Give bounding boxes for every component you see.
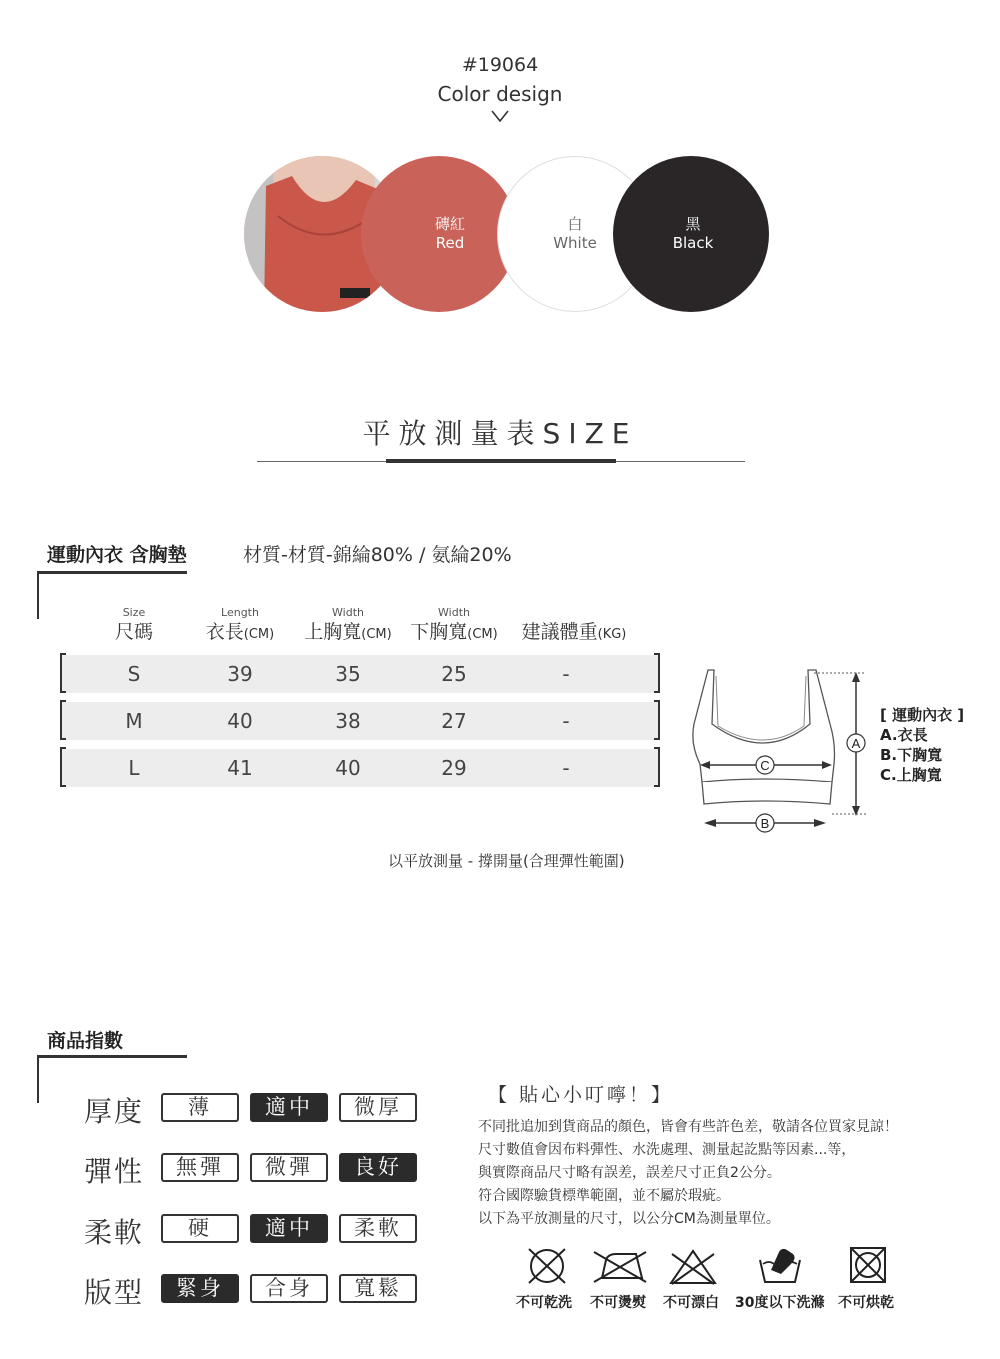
col-header-en: Length (221, 606, 259, 619)
bra-measurement-diagram (682, 664, 878, 840)
option-hard: 硬 (161, 1214, 239, 1243)
col-header-upper-chest (296, 606, 400, 647)
option-tight-selected: 緊身 (161, 1274, 239, 1303)
color-name-zh: 黑 (685, 215, 701, 233)
legend-item: B.下胸寬 (880, 746, 943, 764)
col-header-unit: (CM) (361, 627, 392, 642)
product-code: #19064 (461, 54, 539, 76)
wash-30-icon (757, 1244, 803, 1286)
col-header-en (514, 606, 634, 620)
no-dry-clean-icon (526, 1246, 568, 1286)
color-name-zh: 白 (567, 215, 583, 233)
cell-weight: - (562, 756, 570, 780)
tip-line: 尺寸數值會因布料彈性、水洗處理、測量起訖點等因素...等， (478, 1142, 856, 1158)
marker-a: A (851, 736, 861, 751)
size-section-title: 平放測量表SIZE (362, 417, 638, 450)
corner-bracket (37, 1055, 39, 1103)
col-header-zh: 下胸寬 (410, 621, 468, 643)
option-thin: 薄 (161, 1093, 239, 1122)
option-soft: 柔軟 (339, 1214, 417, 1243)
cell-length: 41 (227, 756, 253, 780)
legend-title: [ 運動內衣 ] (880, 706, 965, 724)
attr-label-fit: 版型 (84, 1276, 145, 1309)
color-name-en: White (553, 234, 597, 252)
cell-upper-chest: 38 (335, 709, 361, 733)
measurement-note: 以平放測量 - 撐開量(合理彈性範圍) (388, 852, 625, 870)
col-header-length (190, 606, 290, 647)
chevron-down-icon (491, 110, 509, 122)
attr-label-softness: 柔軟 (84, 1216, 145, 1249)
marker-c: C (760, 758, 770, 773)
col-header-unit: (KG) (597, 627, 627, 642)
option-good-stretch-selected: 良好 (339, 1153, 417, 1182)
col-header-lower-chest (402, 606, 506, 647)
cell-lower-chest: 29 (441, 756, 467, 780)
col-header-en: Size (122, 606, 146, 619)
cell-upper-chest: 40 (335, 756, 361, 780)
corner-bracket (37, 571, 187, 574)
col-header-unit: (CM) (243, 627, 275, 642)
col-header-unit: (CM) (467, 627, 498, 642)
corner-bracket (37, 571, 39, 619)
color-name-en: Red (435, 234, 465, 252)
attr-label-elasticity: 彈性 (84, 1155, 145, 1188)
option-no-stretch: 無彈 (161, 1153, 239, 1182)
color-name-zh: 磚紅 (434, 215, 465, 233)
care-label: 不可烘乾 (838, 1295, 894, 1311)
care-label: 不可燙熨 (590, 1295, 646, 1311)
tip-line: 符合國際驗貨標準範圍，並不屬於瑕疵。 (478, 1188, 730, 1204)
divider-accent (386, 459, 616, 463)
color-design-title: Color design (437, 82, 563, 106)
marker-b: B (760, 816, 770, 831)
table-row (60, 702, 660, 740)
product-material: 材質-材質-錦綸80% / 氨綸20% (243, 544, 512, 566)
col-header-en: Width (438, 606, 470, 619)
col-header-zh: 尺碼 (114, 621, 153, 643)
tip-line: 以下為平放測量的尺寸，以公分CM為測量單位。 (478, 1211, 780, 1227)
option-medium-selected: 適中 (250, 1214, 328, 1243)
tip-line: 不同批追加到貨商品的顏色，皆會有些許色差，敬請各位買家見諒！ (478, 1119, 898, 1135)
care-label: 30度以下洗滌 (735, 1295, 825, 1311)
cell-length: 40 (227, 709, 253, 733)
cell-weight: - (562, 662, 570, 686)
legend-item: A.衣長 (880, 726, 928, 744)
cell-length: 39 (227, 662, 253, 686)
care-label: 不可漂白 (663, 1295, 719, 1311)
option-slight-stretch: 微彈 (250, 1153, 328, 1182)
option-fitted: 合身 (250, 1274, 328, 1303)
cell-upper-chest: 35 (335, 662, 361, 686)
no-bleach-icon (668, 1248, 718, 1286)
tips-title: 【 貼心小叮嚀！】 (488, 1084, 674, 1106)
tip-line: 與實際商品尺寸略有誤差，誤差尺寸正負2公分。 (478, 1165, 781, 1181)
diagram-legend (880, 705, 964, 785)
col-header-size (94, 606, 174, 647)
cell-size: M (125, 709, 143, 733)
no-iron-icon (592, 1248, 648, 1284)
care-label: 不可乾洗 (516, 1295, 572, 1311)
cell-lower-chest: 27 (441, 709, 467, 733)
product-index-title: 商品指數 (47, 1030, 124, 1052)
color-swatch-red[interactable] (361, 156, 517, 312)
col-header-en: Width (332, 606, 364, 619)
col-header-zh: 衣長 (205, 621, 244, 643)
product-name: 運動內衣 含胸墊 (47, 544, 187, 566)
no-tumble-dry-icon (849, 1246, 887, 1284)
option-medium-selected: 適中 (250, 1093, 328, 1122)
option-slightly-thick: 微厚 (339, 1093, 417, 1122)
attr-label-thickness: 厚度 (84, 1095, 145, 1128)
table-row (60, 655, 660, 693)
table-row (60, 749, 660, 787)
col-header-weight (514, 606, 634, 647)
cell-weight: - (562, 709, 570, 733)
color-name-en: Black (672, 234, 714, 252)
color-swatch-black[interactable] (613, 156, 769, 312)
option-loose: 寬鬆 (339, 1274, 417, 1303)
cell-size: S (127, 662, 141, 686)
cell-lower-chest: 25 (441, 662, 467, 686)
col-header-zh: 上胸寬 (304, 621, 362, 643)
corner-bracket (37, 1055, 187, 1058)
col-header-zh: 建議體重 (521, 621, 598, 643)
cell-size: L (128, 756, 140, 780)
legend-item: C.上胸寬 (880, 766, 942, 784)
